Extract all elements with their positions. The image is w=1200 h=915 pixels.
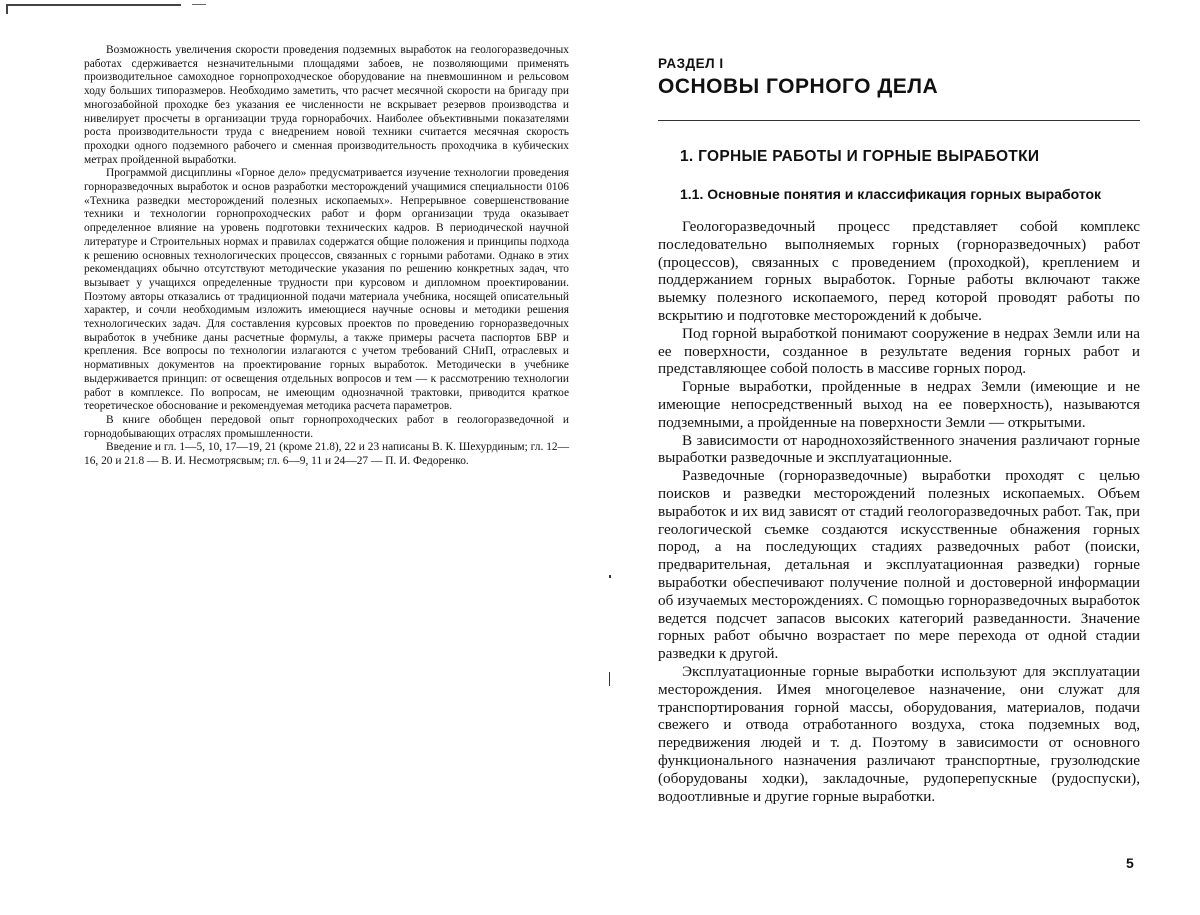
body-paragraph: Горные выработки, пройденные в недрах Земли (имеющие и не имеющие непосредственный выход на ее поверхность), называются подземными, а пройденные на поверхности Земли — открытыми. [658,378,1140,431]
left-paragraph: В книге обобщен передовой опыт горнопроходческих работ в геологоразведочной и горнодобывающих отраслях промышленности. [84,413,569,440]
left-paragraph: Программой дисциплины «Горное дело» предусматривается изучение технологии проведения горноразведочных выработок и основ разработки месторождений учащимися специальности 0106 «Техника разведки месторождений полезных ископаемых». Непрерывное совершенствование техники и технологии горнопроходческих работ и форм организации труда оказывает определенное влияние на уровень подготовки технических кадров. В периодической научной литературе и Строительных нормах и правилах содержатся общие положения и принципы подхода к решению основных технологических процессов, связанных с горными работами. Однако в этих рекомендациях обычно отсутствуют методические указания по решению конкретных задач, что вызывает у учащихся определенные трудности при курсовом и дипломном проектировании. Поэтому авторы отказались от традиционной подачи материала учебника, носящей описательный характер, и сочли необходимым изложить имеющиеся научные основы и методики решения технологических задач. Для составления курсовых проектов по проведению горноразведочных выработок в учебнике даны расчетные формулы, а также примеры расчета паспортов БВР и крепления. Все вопросы по технологии излагаются с учетом требований СНиП, отраслевых и нормативных документов на проектирование горных выработок. Методически в учебнике выдерживается принцип: от освещения отдельных вопросов и тем — к рассмотрению технологии работ в комплексе. По вопросам, не имеющим однозначной трактовки, приводится краткое теоретическое обоснование и рекомендуемая методика расчета параметров. [84,167,569,413]
section-title: ОСНОВЫ ГОРНОГО ДЕЛА [658,75,939,98]
section-label: РАЗДЕЛ I [658,56,724,71]
crop-mark-vertical [6,4,8,14]
subsection-title: 1.1. Основные понятия и классификация горных выработок [680,186,1102,202]
body-paragraph: В зависимости от народнохозяйственного значения различают горные выработки разведочные и эксплуатационные. [658,431,1140,467]
body-paragraph: Эксплуатационные горные выработки используют для эксплуатации месторождения. Имея многоцелевое назначение, они служат для транспортирования горной массы, оборудования, материалов, подачи свежего и отвода отработанного воздуха, стока подземных вод, передвижения людей и т. д. Поэтому в зависимости от основного функционального назначения различают транспортные, грузолюдские (оборудованы ходки), закладочные, рудоперепускные (рудоспуски), водоотливные и другие горные выработки. [658,662,1140,805]
left-paragraph: Возможность увеличения скорости проведения подземных выработок на геологоразведочных работах сдерживается незначительными площадями забоев, не позволяющими применять производительное самоходное горнопроходческое оборудование на пневмошинном и рельсовом ходу больших типоразмеров. Необходимо заметить, что расчет месячной скорости на бригаду при многозабойной проходке без указания ее численности не вскрывает резервов производства и нивелирует просчеты в организации труда горнорабочих. Наиболее объективными показателями роста производительности труда с внедрением новой техники считается месячная скорость проходки одного подземного рабочего и сменная производительность проходчика в кубических метрах пройденной выработки. [84,44,569,166]
body-paragraph: Разведочные (горноразведочные) выработки проходят с целью поисков и разведки месторождений полезных ископаемых. Объем выработок и их вид зависят от стадий геологоразведочных работ. Так, при геологической съемке создаются искусственные обнажения горных пород, а на последующих стадиях разведочных работ (поиски, предварительная, детальная и эксплуатационная разведки) горные выработки обеспечивают получение полной и достоверной информации об изучаемых месторождениях. С помощью горноразведочных выработок ведется подсчет запасов высоких категорий разведанности. Значение горных работ обычно возрастает по мере перехода от одной стадии разведки к другой. [658,467,1140,663]
body-paragraph: Геологоразведочный процесс представляет собой комплекс последовательно выполняемых горных (горноразведочных) работ (процессов), связанных с проведением (проходкой), креплением и поддержанием горных выработок. Горные работы включают также выемку полезного ископаемого, перед которой проводят работы по вскрытию и подготовке месторождений к добыче. [658,218,1140,324]
chapter-title: 1. ГОРНЫЕ РАБОТЫ И ГОРНЫЕ ВЫРАБОТКИ [680,148,1040,165]
section-divider [658,120,1140,121]
right-page-column [658,56,1140,805]
left-paragraph: Введение и гл. 1—5, 10, 17—19, 21 (кроме 21.8), 22 и 23 написаны В. К. Шехурдиным; гл. 12—16, 20 и 21.8 — В. И. Несмотрясвым; гл. 6—9, 11 и 24—27 — П. И. Федоренко. [84,441,569,468]
crop-mark [6,4,181,6]
body-paragraph: Под горной выработкой понимают сооружение в недрах Земли или на ее поверхности, созданное в результате ведения горных работ и представляющее собой полость в массиве горных пород. [658,324,1140,378]
body-text [658,218,1140,805]
left-page-column [84,44,569,469]
page-number: 5 [1126,855,1134,871]
crop-mark-dash [192,4,206,5]
gutter-speck [609,575,611,578]
gutter-speck [609,672,610,686]
